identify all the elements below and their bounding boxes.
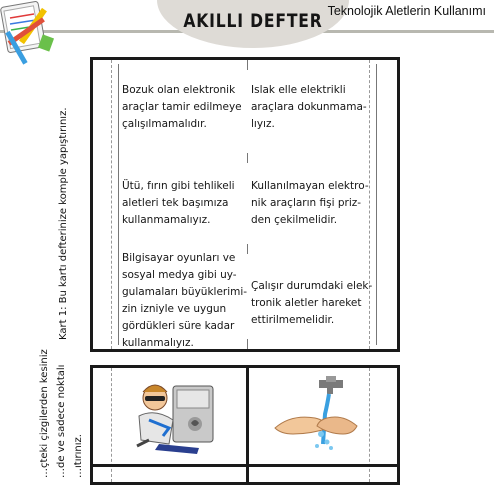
card-1 [90,57,400,352]
fold-mark [247,153,248,163]
card2-instruction [36,349,87,478]
cut-line-left [111,60,112,349]
safety-rule: Kullanılmayan elektro- nik araçların fişi priz- den çekilmelidir. [251,180,369,226]
card2-instruction-line: …ıtırınız. [73,434,84,478]
grid-divider-horizontal [93,464,397,467]
notebook-logo-icon [0,0,60,70]
fold-mark-top [247,60,248,70]
page-title: Teknolojik Aletlerin Kullanımı [327,4,486,18]
safety-rule: Ütü, fırın gibi tehlikeli aletleri tek başımıza kullanmamalıyız. [122,180,235,226]
card1-instruction: Kart 1: Bu kartı defterinize komple yapıştırınız. [58,107,69,340]
card2-instruction-line: …çteki çizgilerden kesiniz [39,349,50,478]
safety-rule: Bozuk olan elektronik araçlar tamir edilmeye çalışılmamalıdır. [122,84,242,130]
repairman-computer-icon [129,376,229,454]
brand-title: AKILLI DEFTER [183,10,323,32]
card-2 [90,365,400,485]
safety-rule: Çalışır durumdaki elek- tronik aletler hareket ettirilmemelidir. [251,280,373,326]
card2-instruction-line: …de ve sadece noktalı [56,364,67,478]
washing-hands-faucet-icon [271,376,361,454]
guide-line-right [376,64,377,345]
safety-rule: Bilgisayar oyunları ve sosyal medya gibi uy- gulamaları büyüklerimi- zin izniyle ve uygun gördükleri süre kadar kullanmalıyız. [122,252,248,349]
guide-line-left [118,64,119,345]
safety-rule: Islak elle elektrikli araçlara dokunmama- lıyız. [251,84,367,130]
